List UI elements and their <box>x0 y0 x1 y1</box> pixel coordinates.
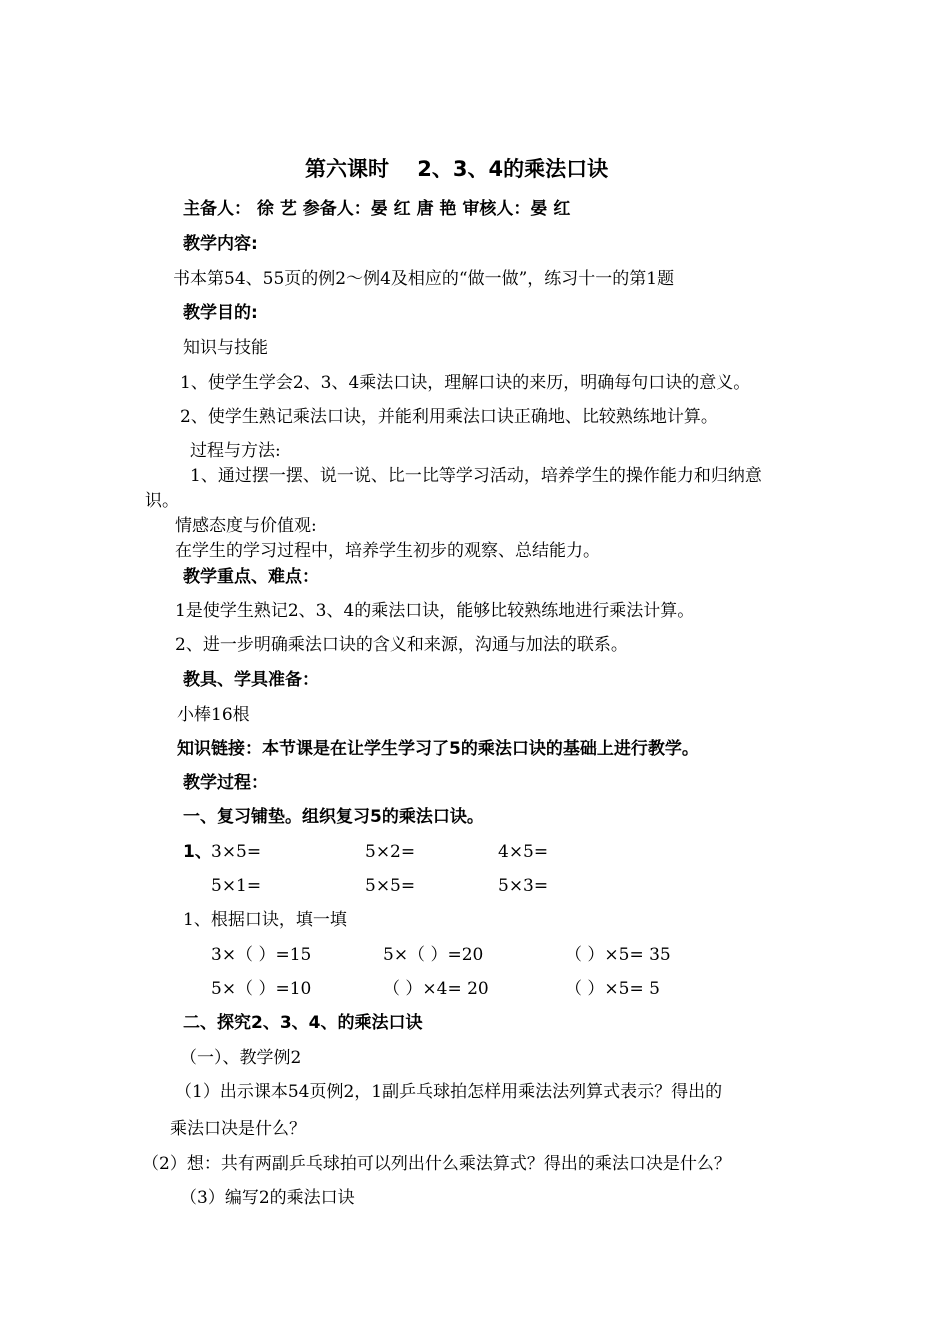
process-heading: 过程与方法: <box>190 441 281 461</box>
fill-item: 5×（ ）=20 <box>383 945 484 965</box>
staff-line: 主备人： 徐 艺 参备人：晏 红 唐 艳 审核人：晏 红 <box>183 199 571 219</box>
knowledge-heading: 知识与技能 <box>183 338 268 358</box>
exercise-item: 5×3= <box>498 876 549 896</box>
key-2: 2、进一步明确乘法口诀的含义和来源，沟通与加法的联系。 <box>175 635 628 655</box>
key-heading: 教学重点、难点： <box>183 567 319 587</box>
page-title: 第六课时 2、3、4的乘法口诀 <box>305 157 609 181</box>
step-3: （3）编写2的乘法口诀 <box>180 1188 355 1208</box>
fill-item: （ ）×4= 20 <box>383 979 489 999</box>
key-1: 1是使学生熟记2、3、4的乘法口诀，能够比较熟练地进行乘法计算。 <box>175 601 695 621</box>
fill-item: 5×（ ）=10 <box>211 979 312 999</box>
fill-label: 1、根据口诀，填一填 <box>183 910 347 930</box>
goals-heading: 教学目的: <box>183 303 258 323</box>
step-1a: （1）出示课本54页例2，1副乒乓球拍怎样用乘法法列算式表示？得出的 <box>175 1082 723 1102</box>
exercise-item: 3×5= <box>211 842 262 862</box>
tools-text: 小棒16根 <box>177 705 250 725</box>
section-2-heading: 二、探究2、3、4、的乘法口诀 <box>183 1013 423 1033</box>
fill-item: （ ）×5= 5 <box>565 979 660 999</box>
content-text: 书本第54、55页的例2～例4及相应的“做一做”，练习十一的第1题 <box>173 269 675 289</box>
section-1-heading: 一、复习铺垫。组织复习5的乘法口诀。 <box>183 807 484 827</box>
goal-2: 2、使学生熟记乘法口诀，并能利用乘法口诀正确地、比较熟练地计算。 <box>180 407 718 427</box>
exercise-item: 5×5= <box>365 876 416 896</box>
step-1b: 乘法口决是什么？ <box>170 1119 306 1139</box>
fill-item: （ ）×5= 35 <box>565 945 671 965</box>
content-heading: 教学内容: <box>183 234 258 254</box>
process-1b: 识。 <box>145 491 179 511</box>
step-2: （2）想：共有两副乒乓球拍可以列出什么乘法算式？得出的乘法口决是什么？ <box>142 1154 731 1174</box>
link-text: 知识链接：本节课是在让学生学习了5的乘法口诀的基础上进行教学。 <box>177 739 699 759</box>
subsection-1: （一）、教学例2 <box>180 1048 302 1068</box>
tools-heading: 教具、学具准备： <box>183 670 319 690</box>
fill-item: 3×（ ）=15 <box>211 945 312 965</box>
exercise-1-label: 1、 <box>183 842 212 862</box>
emotion-heading: 情感态度与价值观: <box>175 516 317 536</box>
exercise-item: 5×2= <box>365 842 416 862</box>
goal-1: 1、使学生学会2、3、4乘法口诀，理解口诀的来历，明确每句口诀的意义。 <box>180 373 751 393</box>
process-1a: 1、通过摆一摆、说一说、比一比等学习活动，培养学生的操作能力和归纳意 <box>190 466 762 486</box>
exercise-item: 4×5= <box>498 842 549 862</box>
exercise-item: 5×1= <box>211 876 262 896</box>
emotion-text: 在学生的学习过程中，培养学生初步的观察、总结能力。 <box>175 541 600 561</box>
process-main-heading: 教学过程： <box>183 773 268 793</box>
